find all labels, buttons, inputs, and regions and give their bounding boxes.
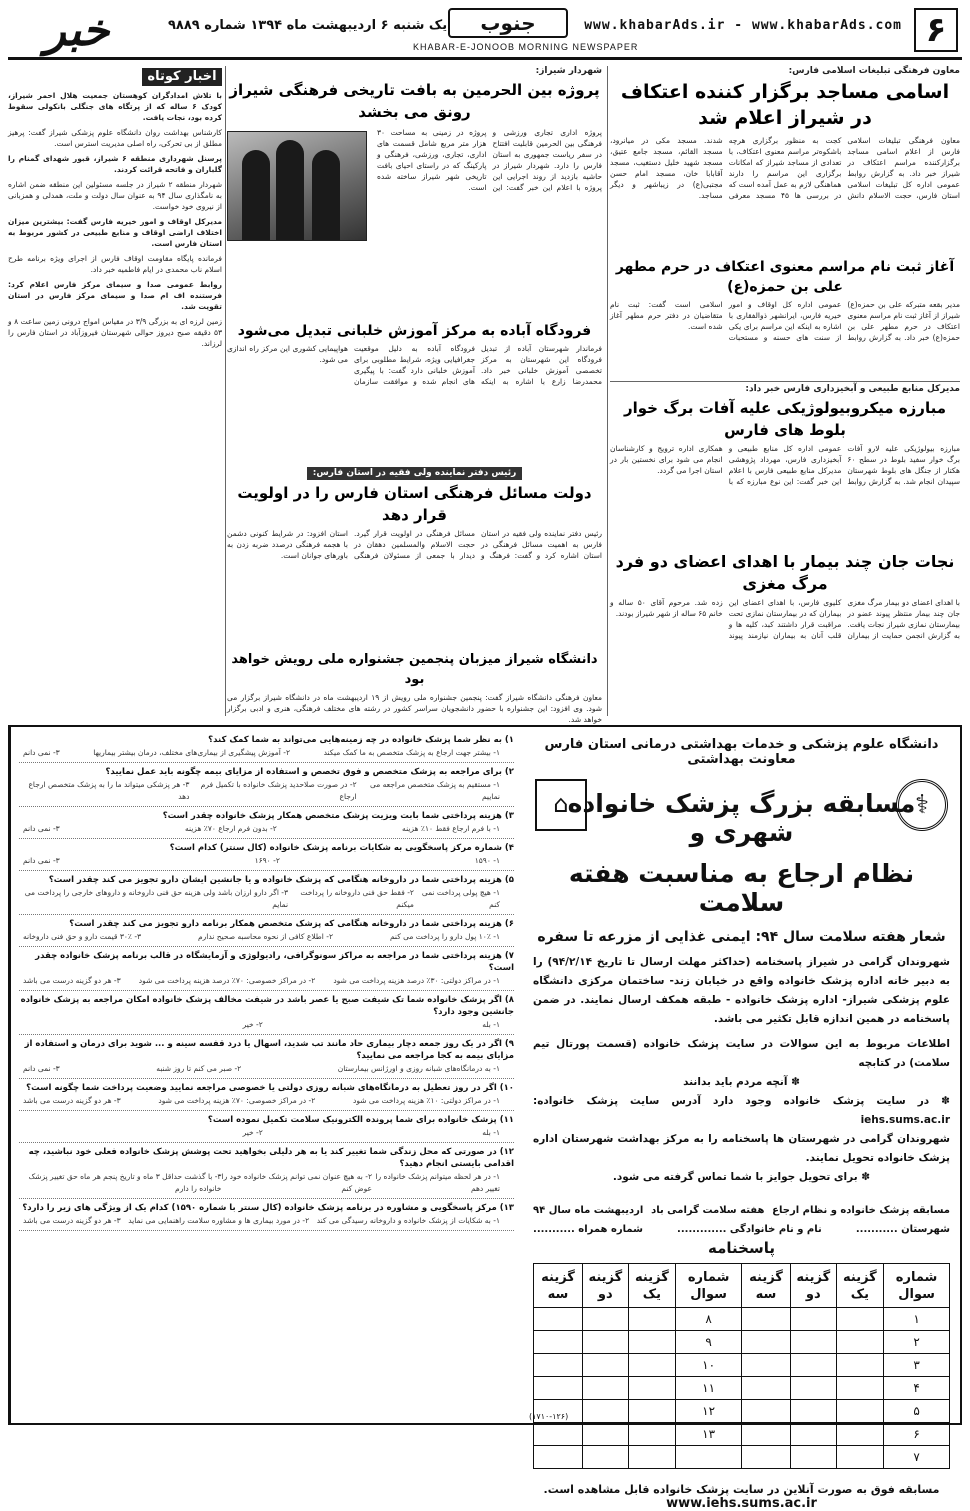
answer-option[interactable]: ۲- در مورد بیماری ها و مشاوره سلامت راهنمایی می نماید [128, 1216, 310, 1225]
headline-ali-ibn-hamzeh: آغاز ثبت نام مراسم معنوی اعتکاف در حرم مطهر علی بن حمزه(ع) [615, 259, 955, 295]
university-emblem-icon: ⚕ [896, 779, 948, 831]
question-options [19, 746, 514, 759]
middle-column [227, 66, 602, 724]
table-row: ۳ ۱۰ [534, 1354, 950, 1377]
answer-option[interactable]: ۳- هر دو گزینه درست می باشد [23, 976, 121, 985]
answer-sheet-title: پاسخنامه [708, 1239, 775, 1257]
answer-option[interactable]: ۲- آموزش پیشگیری از بیماری‌های مختلف، درمان بیشتر بیماریها [93, 748, 291, 757]
answer-option[interactable]: ۱- در مراکز دولتی: ۱۰٪ هزینه پرداخت می شود [353, 1096, 500, 1105]
question-text: ۵) هزینه پرداختی شما در داروخانه هنگامی که پزشک خانواده و یا جانشین ایشان دارو تجویز می کند چقدر است؟ [48, 875, 514, 885]
online-note: مسابقه فوق به صورت آنلاین در سایت پزشک خانواده قابل مشاهده است. [543, 1483, 940, 1496]
answer-option[interactable]: ۲- خیر [242, 1020, 263, 1029]
questions-panel [10, 727, 522, 1423]
answer-option[interactable]: ۲- در مراکز خصوصی: ۷۰٪ هزینه پرداخت می شود [158, 1096, 316, 1105]
table-row: ۲ ۹ [534, 1331, 950, 1354]
question-options [19, 1062, 514, 1075]
contest-title-1: مسابقه بزرگ پزشک خانواده شهری و [567, 789, 916, 847]
answer-option[interactable]: ۱- هیچ پولی پرداخت نمی کنم [421, 888, 500, 909]
article-body: معاون فرهنگی دانشگاه شیراز گفت: پنجمین جشنواره ملی رویش از ۱۹ اردیبهشت ماه در دانشگاه شیراز برگزار می شود. وی افزود: این جشنواره با حضور دانشجویان سراسر کشور در رشته های مختلف فرهنگی، هنری و ادبی برگزار خواهد شد. [227, 693, 602, 724]
headline-shiraz-university: دانشگاه شیراز میزبان پنجمین جشنواره ملی رویش خواهد بود [231, 652, 598, 687]
answer-option[interactable]: ۲- اطلاع کافی از نحوه محاسبه صحیح ندارم [198, 932, 333, 941]
table-row: ۱ ۸ [534, 1308, 950, 1331]
answer-option[interactable]: ۱- در مراکز دولتی: ۳۰٪ درصد هزینه پرداخت می شود [333, 976, 500, 985]
slogan: KHABAR-E-JONOOB MORNING NEWSPAPER [413, 42, 639, 52]
info-bullet: ✽ آنچه مردم باید بدانند [683, 1076, 800, 1088]
answer-option[interactable]: ۳- با گذشت حداقل ۳ ماه و تاریخ پنجم هر ماه حق تغییر پزشک خانواده را دارم [28, 1172, 222, 1193]
answer-option[interactable]: ۱- به درمانگاه‌های شبانه روزی و اورژانس بیمارستان [337, 1064, 500, 1073]
question-options [19, 854, 514, 867]
short-news-title: اخبار کوتاه [142, 68, 222, 86]
health-week-slogan: شعار هفته سلامت سال ۹۴: ایمنی غذایی از مزرعه تا سفره [537, 929, 946, 945]
short-news-item: زمین لرزه ای به بزرگی ۳/۹ در مقیاس امواج درونی زمین ساعت ۸ و ۵۳ دقیقه صبح دیروز حوالی شهرستان فیروزآباد در استان فارس را لرزاند. [8, 317, 222, 348]
answer-option[interactable]: ۲- در مراکز خصوصی: ۷۰٪ درصد هزینه پرداخت می شود [138, 976, 316, 985]
quiz-question [19, 915, 514, 947]
answer-option[interactable]: ۳- اگر دارو ارزان باشد ولی هزینه حق فنی داروخانه و داروهای خارجی را پرداخت می نمایم [24, 888, 289, 909]
quiz-question [19, 763, 514, 807]
family-physician-contest-ad [8, 725, 962, 1511]
question-text: ۱۰) اگر در روز تعطیل به درمانگاه‌های شبانه روزی دولتی یا خصوصی مراجعه نمایید وضعیت پرداخت شما چگونه است؟ [26, 1083, 514, 1093]
answer-option[interactable]: ۱- بله [482, 1128, 500, 1137]
institution-name: دانشگاه علوم پزشکی و خدمات بهداشتی درمانی استان فارس معاونت بهداشتی [544, 737, 939, 767]
question-text: ۱۲) در صورتی که محل زندگی شما تغییر کند یا به هر دلیلی بخواهید تحت پوشش پزشک خانواده فعلی خود نباشید، چه اقدامی بایستی انجام دهید؟ [28, 1147, 514, 1169]
name-field[interactable]: نام و نام خانوادگی ............. [677, 1224, 822, 1235]
headline-oak-pests: مبارزه میکروبیولوژیکی علیه آفات برگ خوار بلوط های فارس [623, 399, 946, 439]
headline-abadeh-airport: فرودگاه آباده به مرکز آموزش خلبانی تبدیل می‌شود [237, 323, 592, 339]
headline-itikaf: اسامی مساجد برگزار کننده اعتکاف در شیراز اعلام شد [620, 81, 950, 129]
answer-option[interactable]: ۳- نمی دانم [23, 824, 60, 833]
prize-note: ✽ برای تحویل جوایز با شما تماس گرفته می شود. [612, 1171, 871, 1183]
right-column [610, 66, 960, 718]
masthead [8, 6, 962, 60]
answer-option[interactable]: ۲- به هیچ عنوان نمی توانم پزشک خانواده خود را عوض کنم [221, 1172, 372, 1193]
city-field[interactable]: شهرستان ........... [855, 1224, 950, 1235]
article-body: فرماندار شهرستان آباده از تبدیل فرودگاه این شهرستان به مرکز تخصصی آموزش خلبانی خبر داد. محمدرضا زارع با اشاره به اینکه فرودگاه آباده به دلیل موقعیت جغرافیایی ویژه، شرایط مطلوبی برای آموزش خلبانی دارد گفت: با پیگیری های انجام شده و موافقت سازمان هواپیمایی کشوری این مرکز راه اندازی می شود. [227, 344, 602, 386]
question-options [19, 1094, 514, 1107]
question-options [19, 930, 514, 943]
newspaper-logo: خبر [44, 5, 110, 56]
headline-beynolharamein: پروژه بین الحرمین به بافت تاریخی فرهنگی شیراز رونق می بخشد [229, 81, 600, 121]
question-options [19, 1170, 514, 1195]
contest-title-2: نظام ارجاع به مناسبت هفته سلامت [568, 859, 915, 917]
question-options [19, 886, 514, 911]
question-options [19, 974, 514, 987]
answer-option[interactable]: ۱- بله [482, 1020, 500, 1029]
instructions-text: شهروندان گرامی در شیراز پاسخنامه (حداکثر مهلت ارسال تا تاریخ ۹۴/۲/۱۴) را به دبیر خانه اداره پزشک خانواده واقع در خیابان زند- ساختمان مرکزی دانشگاه علوم پزشکی شیراز- اداره پزشک خانواده - طبقه همکف ارسال نمایند. در ضمن پاسخنامه در همین اندازه قابل تکثیر می باشد. [533, 956, 950, 1025]
answer-option[interactable]: ۳- هر دو گزینه درست می باشد [23, 1096, 121, 1105]
section-name: جنوب [448, 8, 568, 38]
quiz-question [19, 1111, 514, 1143]
article-body: رئیس دفتر نماینده ولی فقیه در استان فارس به اهمیت مسائل فرهنگی در استان اشاره کرد و گفت: فرهنگ و مسائل فرهنگی در اولویت قرار گیرد. حجت الاسلام والمسلمین دهقان در دیدار با جمعی از مسئولان فرهنگی استان افزود: در شرایط کنونی دشمن با هجمه فرهنگی درصدد ضربه زدن به باورهای جوانان است. [227, 529, 602, 560]
article-body: مبارزه بیولوژیکی علیه لارو آفات برگ خوار سفید بلوط در سطح ۶۰ هکتار از جنگل های بلوط شهرستان سپیدان انجام شد. به گزارش روابط عمومی اداره کل منابع طبیعی و آبخیزداری فارس، مهرداد پژوهشی مدیرکل منابع طبیعی فارس با اعلام این خبر گفت: این نوع مبارزه که با همکاری اداره ترویج و کارشناسان انجام می شود برای نخستین بار در استان اجرا می گردد. [610, 444, 960, 486]
column-divider [225, 66, 226, 716]
question-text: ۱۱) پزشک خانواده برای شما پرونده الکترونیک سلامت تکمیل نموده است؟ [207, 1115, 514, 1125]
form-fields [533, 1224, 950, 1235]
short-news-column [8, 66, 222, 718]
footer-url[interactable]: www.iehs.sums.ac.ir [666, 1496, 817, 1511]
answer-sheet-table: شماره سوال گزینه یک گزینه دو گزینه سه شماره سوال گزینه یک گزینه دو گزینه سه ۱ ۸ ۲ ۹ ۳ ۱۰ ۴ ۱۱ ۵ ۱۲ ۶ ۱۳ ۷ [533, 1263, 950, 1469]
article-body: معاون فرهنگی تبلیغات اسلامی فارس از اعلام اسامی مساجد برگزارکننده مراسم اعتکاف در شیراز خبر داد. به گزارش روابط عمومی اداره کل تبلیغات اسلامی استان فارس، حجت الاسلام دانش کجت به منظور برگزاری هرچه باشکوه‌تر مراسم معنوی اعتکاف، با تعدادی از مساجد شیراز که امکانات برگزاری این مراسم را دارند هماهنگی لازم به عمل آمده است که در بررسی ها ۴۵ مسجد معرفی شدند. مسجد مکی در میانرود، مسجد القائم، مسجد جامع عتیق، مسجد شهید خلیل دستغیب، مسجد آقابابا خان، مسجد امام حسن مجتبی(ع) در زیباشهر و دیگر مساجد. [610, 136, 960, 200]
answer-option[interactable]: ۳- نمی دانم [23, 748, 60, 757]
question-options [19, 1018, 514, 1031]
article-kicker: معاون فرهنگی تبلیغات اسلامی فارس: [788, 66, 960, 76]
quiz-question [19, 1035, 514, 1079]
short-news-item: شهردار منطقه ۲ شیراز در جلسه مسئولین این منطقه ضمن اشاره به نامگذاری سال ۹۴ به عنوان سال دولت و ملت، همدلی و همزبانی از نیروی خود خواست. [8, 180, 222, 211]
quiz-question [19, 839, 514, 871]
table-row: ۵ ۱۲ [534, 1400, 950, 1423]
news-photo [227, 131, 367, 241]
table-row: ۴ ۱۱ [534, 1377, 950, 1400]
question-options [19, 822, 514, 835]
answer-option[interactable]: ۳- نمی دانم [23, 856, 60, 865]
table-row: ۷ [534, 1446, 950, 1469]
city-instructions: شهروندان گرامی در شهرستان ها پاسخنامه را به مرکز بهداشت شهرستان اداره پزشک خانواده تحویل نمایند. [533, 1133, 950, 1164]
table-row: ۶ ۱۳ [534, 1423, 950, 1446]
quiz-question [19, 731, 514, 763]
question-text: ۳) هزینه پرداختی شما بابت ویزیت پزشک متخصص همکار پزشک خانواده چقدر است؟ [162, 811, 514, 821]
answer-option[interactable]: ۱- بیشتر جهت ارجاع به پزشک متخصص به ما کمک میکند [323, 748, 500, 757]
question-options [19, 1126, 514, 1139]
answer-option[interactable]: ۲- ۱۶۹۰ [254, 856, 280, 865]
quiz-question [19, 807, 514, 839]
question-text: ۱) به نظر شما پزشک خانواده در چه زمینه‌هایی می‌تواند به شما کمک کند؟ [208, 735, 514, 745]
question-text: ۴) شماره مرکز پاسخگویی به شکایات برنامه پزشک خانواده (کال سنتر) کدام است؟ [169, 843, 514, 853]
quiz-question [19, 1079, 514, 1111]
short-news-item: کارشناس بهداشت روان دانشگاه علوم پزشکی شیراز گفت: پرهیز مطلق از بی تحرکی، راه اصلی مدیریت استرس است. [8, 128, 222, 148]
answer-option[interactable]: ۱- به شکایات از پزشک خانواده و داروخانه رسیدگی می کند [316, 1216, 500, 1225]
answer-option[interactable]: ۲- بدون فرم ارجاع ۷۰٪ هزینه [184, 824, 277, 833]
short-news-item: فرمانده پایگاه مقاومت اوقاف فارس از اجرای ویژه برنامه طرح اسلام ناب محمدی در ایام فاطمیه خبر داد. [8, 254, 222, 274]
quiz-question [19, 871, 514, 915]
question-text: ۱۳) مرکز پاسخگویی و مشاوره در برنامه پزشک خانواده (کال سنتر با شماره ۱۵۹۰) کدام یک از ویژگی های زیر را دارد؟ [22, 1203, 514, 1213]
short-news-item: روابط عمومی صدا و سیمای مرکز فارس اعلام کرد: فرستنده اف ام صدا و سیمای مرکز فارس در استان تقویت شد. [8, 280, 222, 311]
answer-option[interactable]: ۲- خیر [242, 1128, 263, 1137]
question-options [19, 778, 514, 803]
article-body: با اهدای اعضای دو بیمار مرگ مغزی جان چند بیمار منتظر پیوند عضو در بیمارستان نمازی شیراز نجات یافت. به گزارش انجمن حمایت از بیماران کلیوی فارس، با اهدای اعضای این بیماران که در بیمارستان نمازی تحت مراقبت قرار داشتند کبد، کلیه ها و قلب آنان به بیماران نیازمند پیوند زده شد. مرحوم آقای ۵۰ ساله و خانم ۶۵ ساله از شهر شیراز بودند. [610, 598, 960, 640]
question-text: ۶) هزینه پرداختی شما در داروخانه هنگامی که پزشک متخصص همکار برنامه دارو تجویز می کند چقدر است؟ [69, 919, 514, 929]
article-band: رئیس دفتر نماینده ولی فقیه در استان فارس: [307, 467, 523, 480]
article-body: مدیر بقعه متبرکه علی بن حمزه(ع) شیراز از آغاز ثبت نام مراسم معنوی اعتکاف در حرم مطهر علی بن حمزه(ع) خبر داد. به گزارش روابط عمومی اداره کل اوقاف و امور خیریه فارس، ایرانشهر ذوالفقاری با اشاره به اینکه این مراسم برای یکی از سنت های حسنه و مستحبات اسلامی است گفت: ثبت نام متقاضیان در دفتر حرم مطهر آغاز شده است. [610, 300, 960, 342]
question-text: ۲) برای مراجعه به پزشک متخصص و فوق تخصص و استفاده از مزایای بیمه چگونه باید عمل نمایید؟ [105, 767, 514, 777]
question-options [19, 1214, 514, 1227]
quiz-question [19, 947, 514, 991]
headline-culture-priority: دولت مسائل فرهنگی استان فارس را در اولویت قرار دهد [237, 484, 592, 524]
ad-code: (۱۷۱۰-۱۲۶) [529, 1412, 569, 1421]
form-header: مسابقه پزشک خانواده و نظام ارجاع هفته سلامت گرامی باد اردیبهشت ماه سال ۹۴ [533, 1205, 950, 1216]
question-text: ۷) هزینه پرداختی شما در مراجعه به مراکز سونوگرافی، رادیولوژی و آزمایشگاه در قالب برنامه پزشک خانواده چقدر است؟ [35, 951, 514, 973]
quiz-question [19, 1143, 514, 1199]
article-body: پروژه اداری تجاری ورزشی و فرهنگی بین الحرمین قابلیت افتتاح در سفر ریاست جمهوری به استان فارس را دارد. شهردار شیراز در حاشیه بازدید از روند اجرایی این پروژه با اعلام این خبر گفت: این پروژه در زمینی به مساحت ۳۰ هزار متر مربع شامل قسمت های اداری، تجاری، ورزشی، فرهنگی و پارکینگ که در راستای احیای بافت تاریخی شهر شیراز ساخته شده است. [377, 128, 602, 192]
answer-option[interactable]: ۳- نمی دانم [23, 1064, 60, 1073]
site-line: ✽ در سایت پزشک خانواده وجود دارد آدرس سایت پزشک خانواده: iehs.sums.ac.ir [533, 1095, 950, 1126]
short-news-item: مدیرکل اوقاف و امور خیریه فارس گفت: بیشترین میزان اختلاف اراضی اوقاف و منابع طبیعی در کشور مربوط به استان فارس است. [8, 217, 222, 248]
website-link[interactable]: www.khabarAds.ir - www.khabarAds.com [584, 18, 902, 33]
answer-option[interactable]: ۲- در صورت صلاحدید پزشک خانواده با تکمیل فرم ارجاع [200, 780, 357, 801]
quiz-question [19, 991, 514, 1035]
answer-option[interactable]: ۱- ۱۰٪ پول دارو را پرداخت می کنم [389, 932, 500, 941]
ad-info-panel [523, 727, 960, 1511]
answer-option[interactable]: ۳- هر پزشکی میتواند ما را به پزشک متخصص ارجاع دهد [28, 780, 190, 801]
quiz-question [19, 1199, 514, 1231]
answer-option[interactable]: ۲- فقط حق فنی داروخانه را پرداخت میکنم [300, 888, 414, 909]
answer-option[interactable]: ۲- صبر می کنم تا روز شنبه [156, 1064, 242, 1073]
issue-date: یک شنبه ۶ اردیبهشت ماه ۱۳۹۴ شماره ۹۸۸۹ [168, 18, 448, 33]
answer-option[interactable]: ۱- با فرم ارجاع فقط ۱۰٪ هزینه [402, 824, 500, 833]
answer-option[interactable]: ۳- ۳۰٪ قیمت دارو و حق فنی داروخانه [23, 932, 142, 941]
family-physician-logo-icon: ⌂ [535, 779, 587, 831]
page-number: ۶ [914, 8, 958, 52]
answer-option[interactable]: ۱- مستقیم به پزشک متخصص مراجعه می نماییم [370, 780, 500, 801]
headline-organ-donation: نجات جان چند بیمار با اهدای اعضای دو فرد مرگ مغزی [615, 552, 955, 593]
phone-field[interactable]: شماره همراه ........... [533, 1224, 643, 1235]
answer-option[interactable]: ۳- هر دو گزینه درست می باشد [23, 1216, 121, 1225]
answer-option[interactable]: ۱- ۱۵۹۰ [474, 856, 500, 865]
info-line: اطلاعات مربوط به این سوالات در سایت پزشک خانواده (قسمت پورتال تیم سلامت) در کتابچه [533, 1038, 950, 1069]
short-news-item: پرسنل شهرداری منطقه ۶ شیراز، قبور شهدای گمنام را گلباران و فاتحه قرائت کردند. [8, 154, 222, 174]
answer-option[interactable]: ۱- در هر لحظه میتوانم پزشک خانواده را تغییر دهم [375, 1172, 500, 1193]
article-kicker: شهردار شیراز: [535, 66, 602, 76]
article-kicker: مدیرکل منابع طبیعی و آبخیزداری فارس خبر داد: [610, 381, 960, 395]
question-text: ۹) اگر در یک روز جمعه دچار بیماری حاد مانند تب شدید، اسهال یا درد قفسه سینه و ... شوید برای درمان و استفاده از مزایای بیمه به کجا مراجعه می نمایید؟ [24, 1039, 514, 1061]
short-news-item: با تلاش امدادگران کوهستان جمعیت هلال احمر شیراز، کودک ۶ ساله که از پرتگاه های جنگلی بانکولی سقوط کرده بود، نجات یافت. [8, 91, 222, 122]
column-divider [607, 66, 608, 716]
question-text: ۸) اگر پزشک خانواده شما تک شیفت صبح یا عصر باشد در شیفت مخالف پزشک خانواده امکان مراجعه به پزشک خانواده جانشین وجود دارد؟ [20, 995, 514, 1017]
